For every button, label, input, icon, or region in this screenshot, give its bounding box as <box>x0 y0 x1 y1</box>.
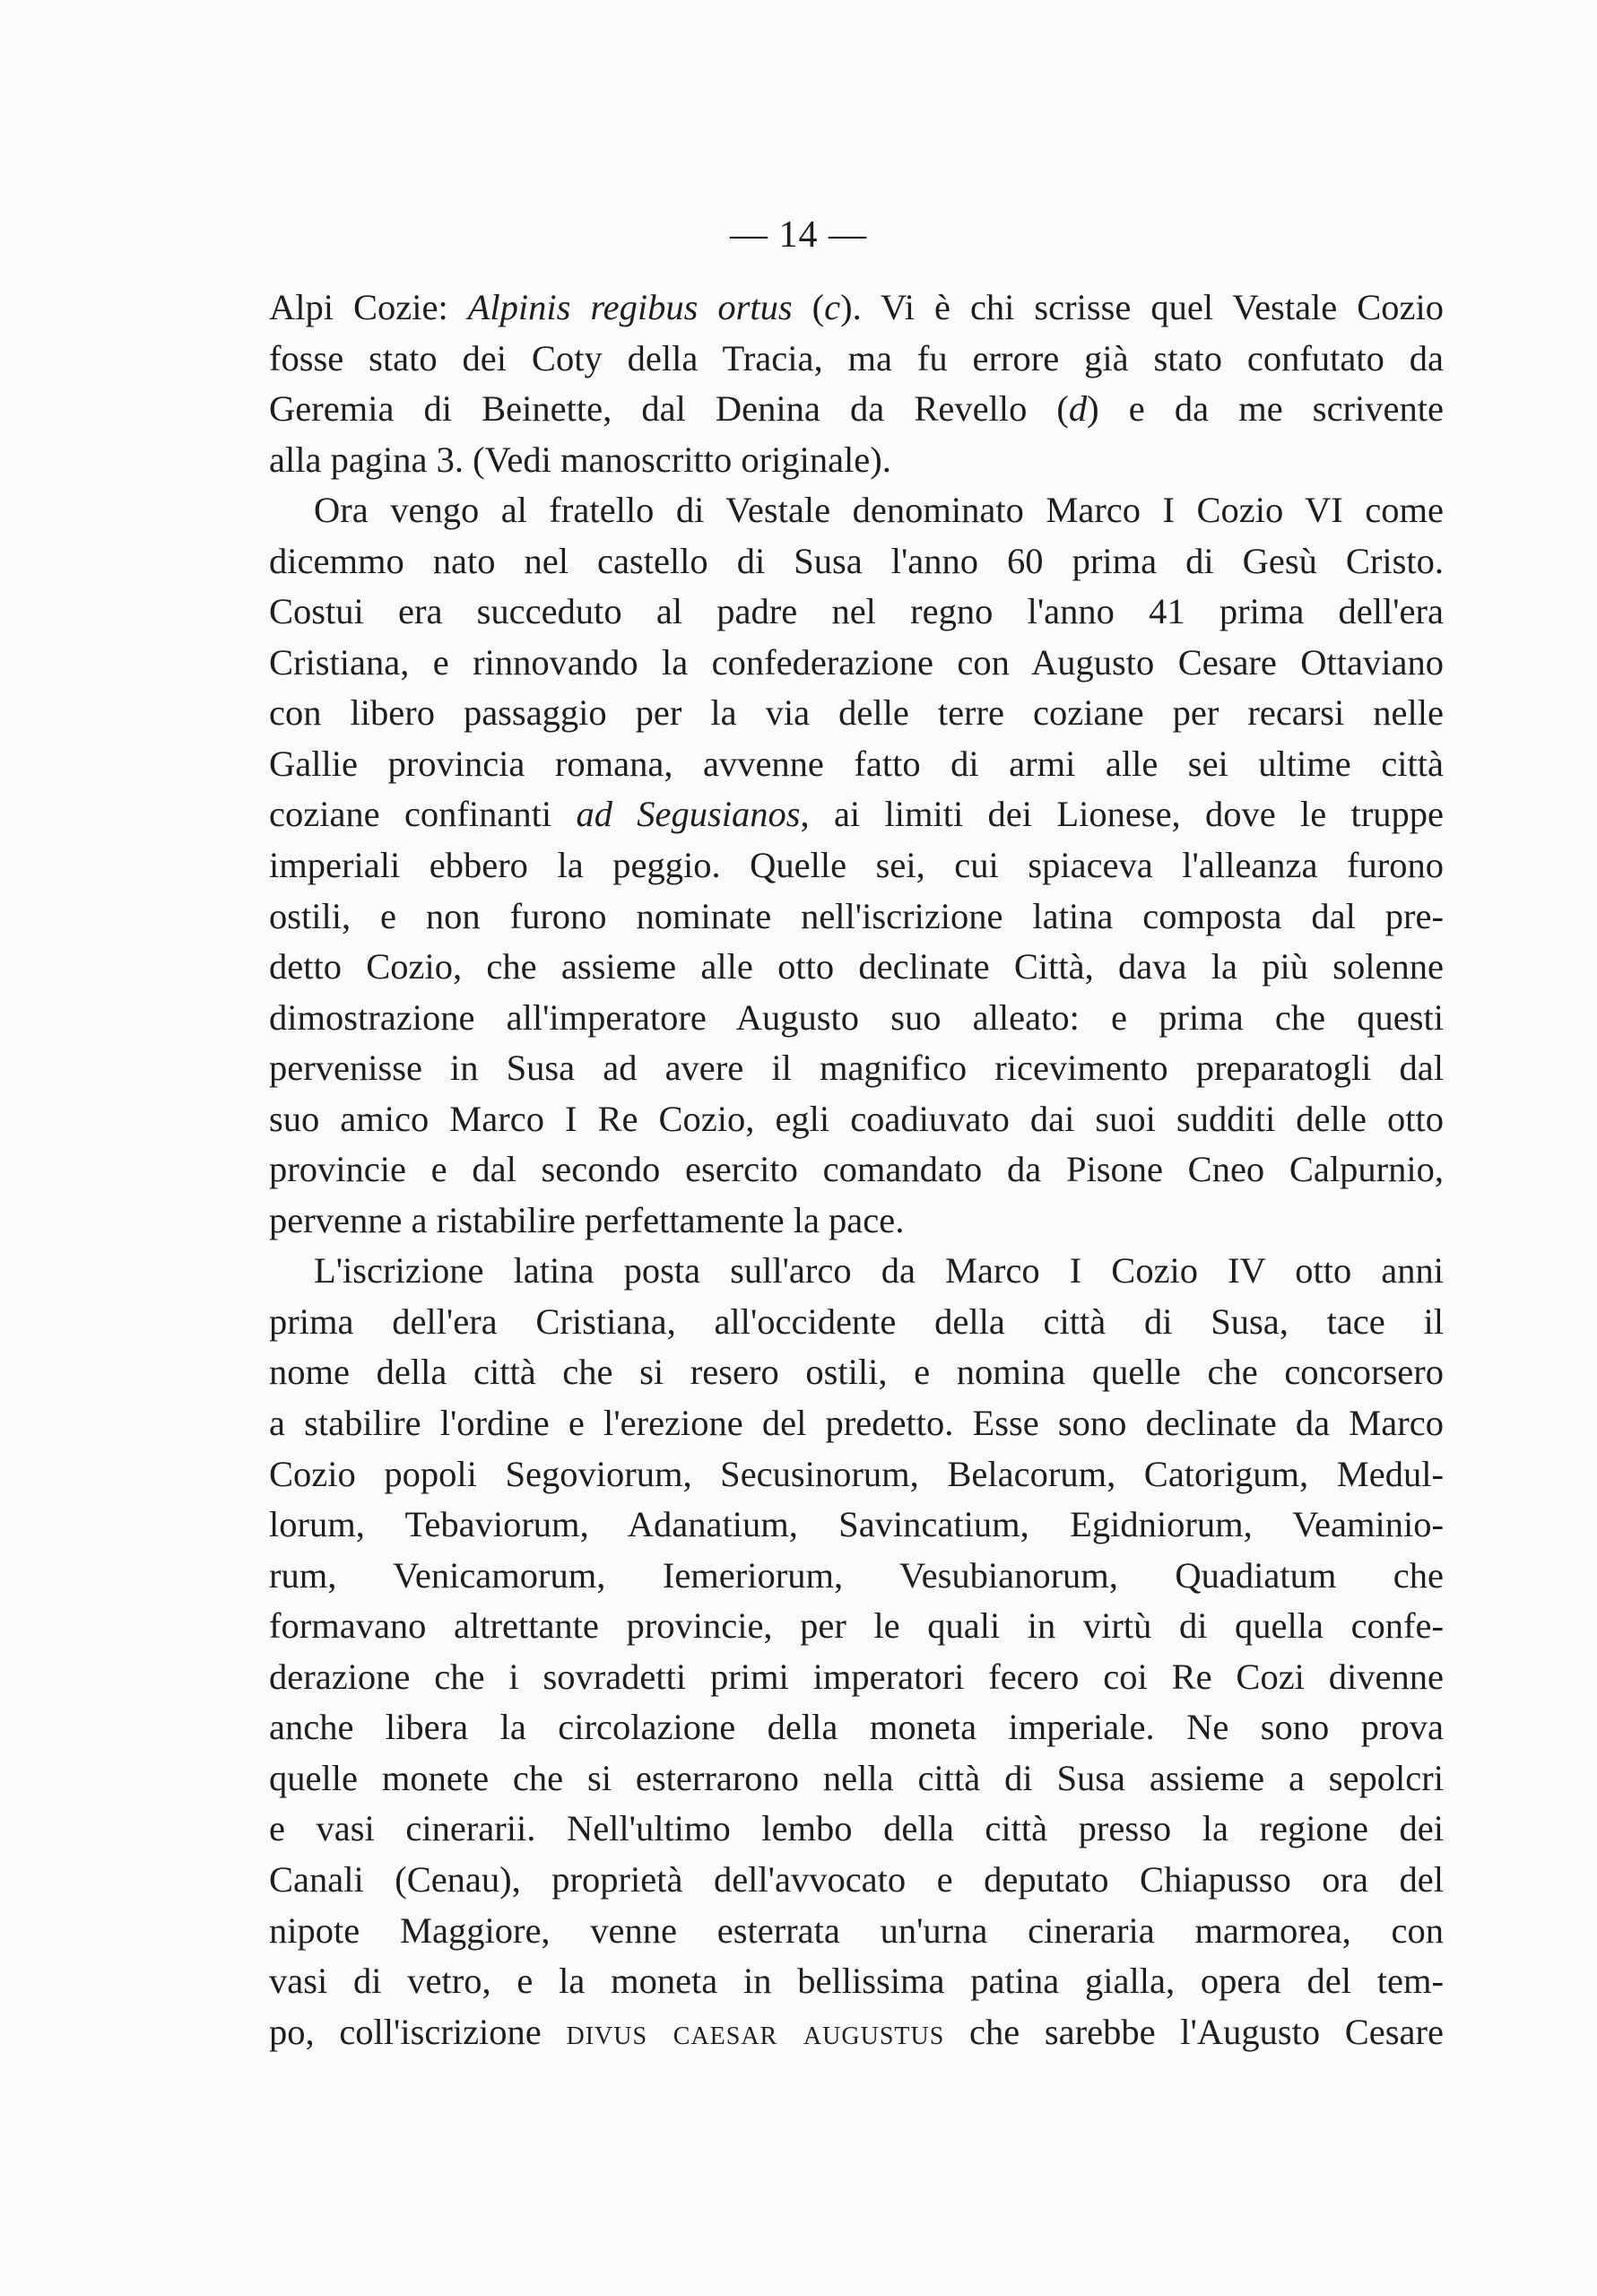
text-line: Costui era succeduto al padre nel regno l'anno 41 prima dell'era <box>269 591 1444 632</box>
text-line: dicemmo nato nel castello di Susa l'anno 60 prima di Gesù Cristo. <box>269 540 1444 581</box>
text-line: Canali (Cenau), proprietà dell'avvocato e deputato Chiapusso ora del <box>269 1858 1444 1900</box>
text-line: dimostrazione all'imperatore Augusto suo alleato: e prima che questi <box>269 996 1444 1038</box>
text-line: alla pagina 3. (Vedi manoscritto originale). <box>269 439 891 480</box>
text-line: Alpi Cozie: Alpinis regibus ortus (c). Vi è chi scrisse quel Vestale Cozio <box>269 287 1444 327</box>
text-line: Ora vengo al fratello di Vestale denominato Marco I Cozio VI come <box>314 490 1444 531</box>
text-line: rum, Venicamorum, Iemeriorum, Vesubianorum, Quadiatum che <box>269 1554 1444 1596</box>
text-line: suo amico Marco I Re Cozio, egli coadiuvato dai suoi sudditi delle otto <box>269 1098 1444 1139</box>
page-number: — 14 — <box>730 214 867 256</box>
text-line: Gallie provincia romana, avvenne fatto di armi alle sei ultime città <box>269 743 1444 784</box>
text-line: coziane confinanti ad Segusianos, ai limiti dei Lionese, dove le truppe <box>269 794 1444 835</box>
text-line: fosse stato dei Coty della Tracia, ma fu errore già stato confutato da <box>269 337 1444 378</box>
text-line: L'iscrizione latina posta sull'arco da Marco I Cozio IV otto anni <box>314 1250 1444 1292</box>
text-line: imperiali ebbero la peggio. Quelle sei, cui spiaceva l'alleanza furono <box>269 845 1444 886</box>
text-line: nipote Maggiore, venne esterrata un'urna cineraria marmorea, con <box>269 1909 1444 1951</box>
text-line: lorum, Tebaviorum, Adanatium, Savincatium, Egidniorum, Veaminio- <box>269 1504 1444 1545</box>
text-line: pervenisse in Susa ad avere il magnifico ricevimento preparatogli dal <box>269 1048 1444 1089</box>
text-line: con libero passaggio per la via delle terre coziane per recarsi nelle <box>269 692 1444 734</box>
text-line: nome della città che si resero ostili, e nomina quelle che concorsero <box>269 1352 1444 1393</box>
text-line: pervenne a ristabilire perfettamente la pace. <box>269 1199 905 1240</box>
text-line: derazione che i sovradetti primi imperatori fecero coi Re Cozi divenne <box>269 1656 1444 1697</box>
text-line: provincie e dal secondo esercito comandato da Pisone Cneo Calpurnio, <box>269 1149 1444 1190</box>
text-line: detto Cozio, che assieme alle otto declinate Città, dava la più solenne <box>269 946 1444 987</box>
text-line: quelle monete che si esterrarono nella città di Susa assieme a sepolcri <box>269 1757 1444 1798</box>
text-line: formavano altrettante provincie, per le quali in virtù di quella confe- <box>269 1605 1444 1647</box>
text-line: ostili, e non furono nominate nell'iscrizione latina composta dal pre- <box>269 895 1444 936</box>
text-line: e vasi cinerarii. Nell'ultimo lembo della città presso la regione dei <box>269 1808 1444 1849</box>
text-line: anche libera la circolazione della moneta imperiale. Ne sono prova <box>269 1707 1444 1748</box>
text-line: a stabilire l'ordine e l'erezione del predetto. Esse sono declinate da Marco <box>269 1403 1444 1444</box>
body-text <box>269 283 1444 2057</box>
text-line: po, coll'iscrizione divus caesar augustus che sarebbe l'Augusto Cesare <box>269 2011 1444 2052</box>
text-line: vasi di vetro, e la moneta in bellissima patina gialla, opera del tem- <box>269 1961 1444 2002</box>
text-line: Geremia di Beinette, dal Denina da Revello (d) e da me scrivente <box>269 388 1444 430</box>
text-line: Cristiana, e rinnovando la confederazione con Augusto Cesare Ottaviano <box>269 641 1444 683</box>
text-line: prima dell'era Cristiana, all'occidente della città di Susa, tace il <box>269 1300 1444 1342</box>
text-line: Cozio popoli Segoviorum, Secusinorum, Belacorum, Catorigum, Medul- <box>269 1453 1444 1494</box>
